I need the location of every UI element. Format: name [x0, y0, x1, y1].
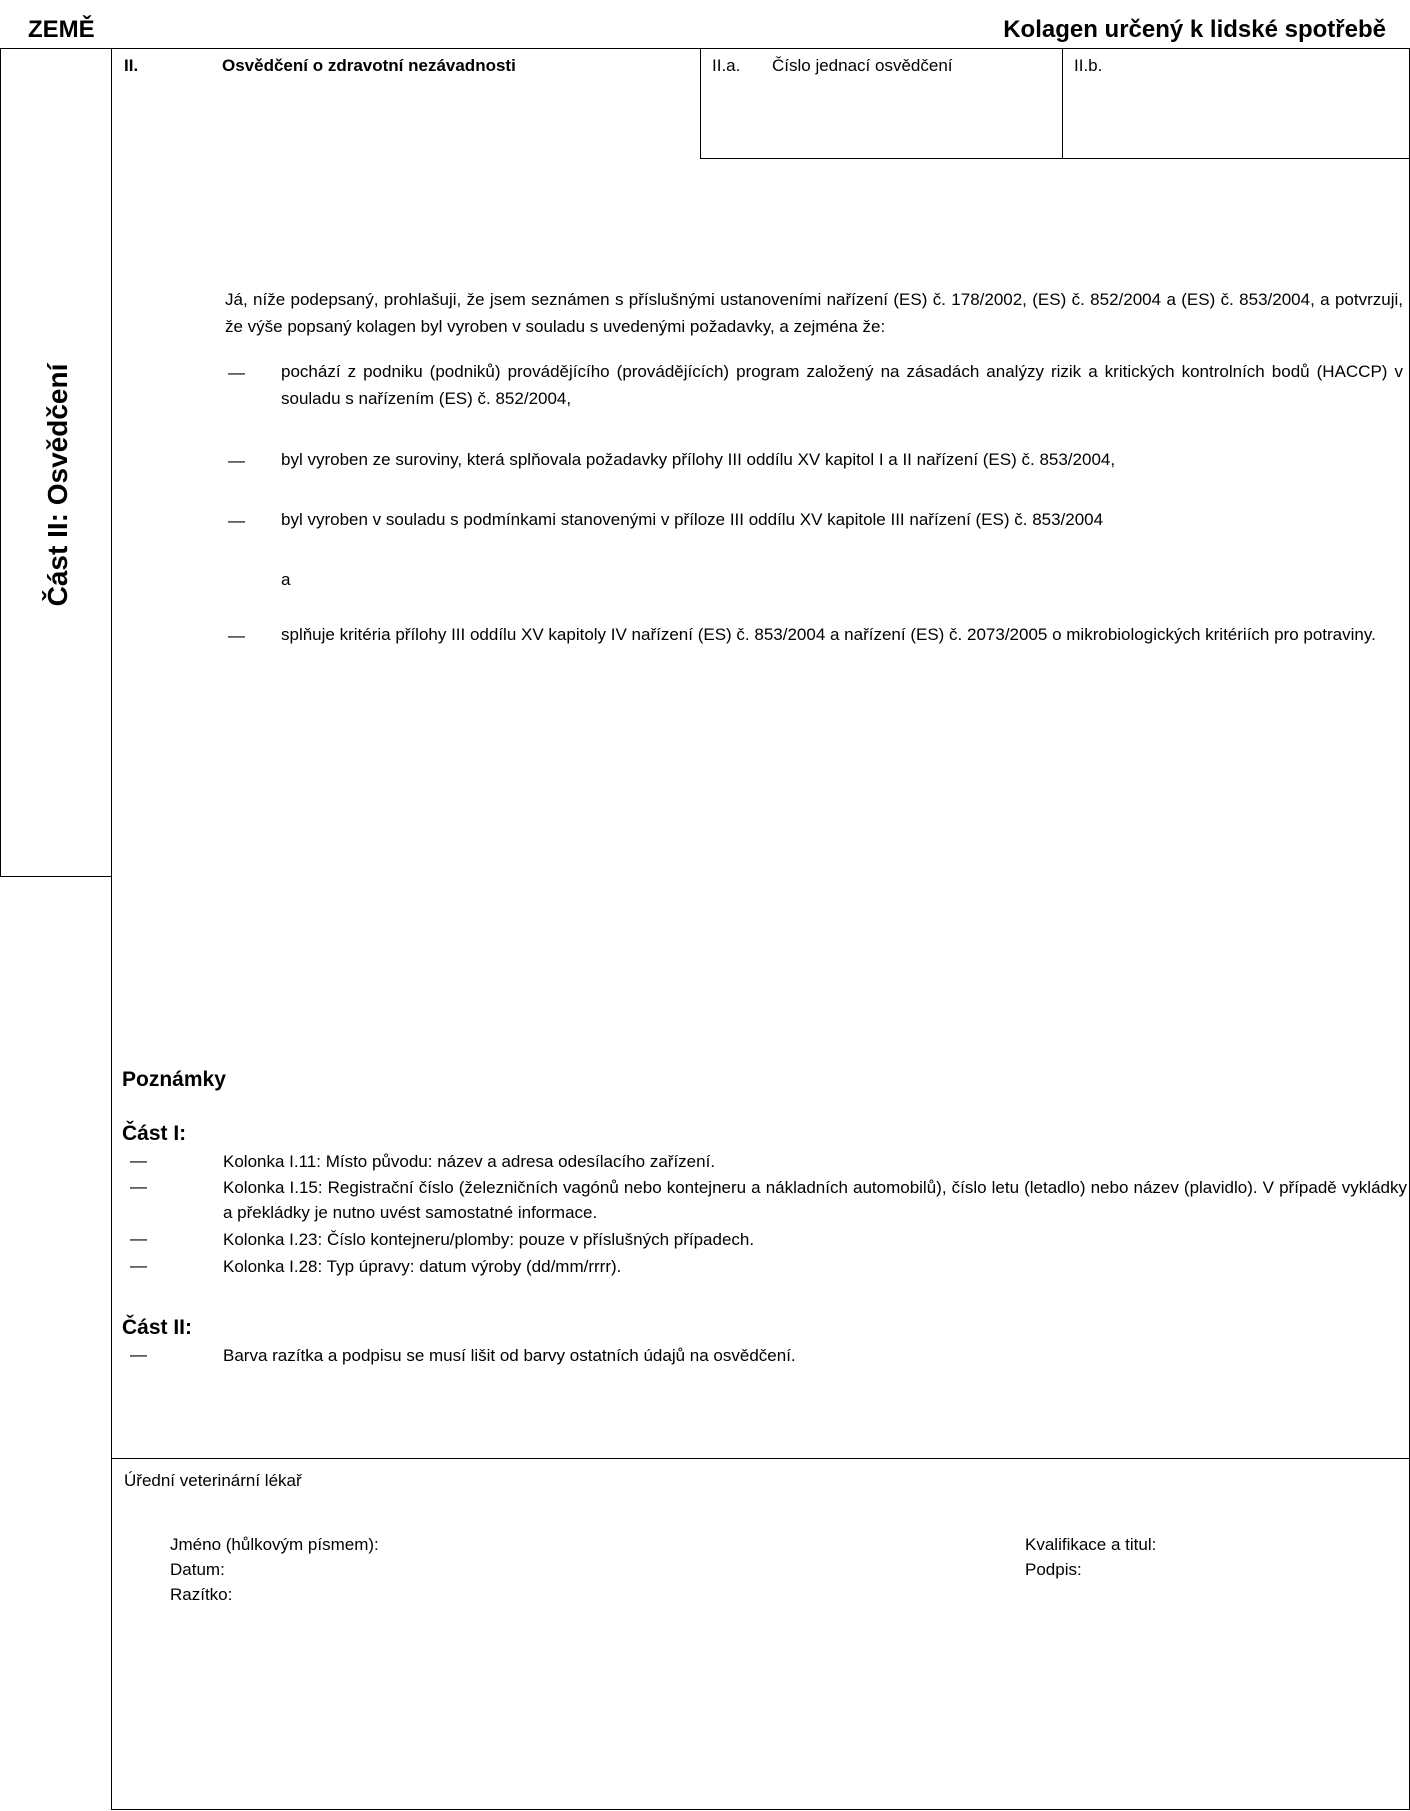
document-title: Kolagen určený k lidské spotřebě: [1003, 16, 1386, 43]
bullet-dash: —: [130, 1151, 147, 1170]
note-item: Kolonka I.28: Typ úpravy: datum výroby (dd/mm/rrrr).: [223, 1257, 622, 1276]
note-item: Kolonka I.11: Místo původu: název a adresa odesílacího zařízení.: [223, 1152, 716, 1171]
bullet-dash: —: [228, 363, 245, 382]
bullet-dash: —: [130, 1229, 147, 1248]
field-b-label: II.b.: [1074, 56, 1103, 75]
notes-heading: Poznámky: [122, 1068, 226, 1091]
declaration-item: pochází z podniku (podniků) provádějícího (provádějících) program založený na zásadách analýzy rizik a kritických kontrolních bodů (HACCP) v souladu s nařízením (ES) č. 852/2004,: [281, 362, 1403, 408]
bullet-dash: —: [130, 1177, 147, 1196]
signature-label: Podpis:: [1025, 1560, 1082, 1579]
notes-part1-heading: Část I:: [122, 1122, 187, 1145]
name-label: Jméno (hůlkovým písmem):: [170, 1535, 379, 1554]
ref-code-label: II.a.: [712, 56, 741, 75]
declaration-item: splňuje kritéria přílohy III oddílu XV kapitoly IV nařízení (ES) č. 853/2004 a nařízení (ES) č. 2073/2005 o mikrobiologických kritériích pro potraviny.: [281, 625, 1376, 644]
bullet-dash: —: [228, 451, 245, 470]
notes-part2-heading: Část II:: [122, 1316, 193, 1339]
stamp-label: Razítko:: [170, 1585, 233, 1604]
note-item: Kolonka I.15: Registrační číslo (železničních vagónů nebo kontejneru a nákladních automobilů), číslo letu (letadlo) nebo název (plavidlo). V případě vykládky a překládky je nutno uvést samostatné informace.: [223, 1178, 1407, 1222]
bullet-dash: —: [228, 626, 245, 645]
section-title: Osvědčení o zdravotní nezávadnosti: [222, 56, 516, 75]
conjunction-text: a: [281, 570, 291, 589]
note-item: Kolonka I.23: Číslo kontejneru/plomby: pouze v příslušných případech.: [223, 1230, 755, 1249]
ref-number-label: Číslo jednací osvědčení: [772, 56, 953, 75]
date-label: Datum:: [170, 1560, 225, 1579]
bullet-dash: —: [228, 511, 245, 530]
note-item: Barva razítka a podpisu se musí lišit od barvy ostatních údajů na osvědčení.: [223, 1346, 796, 1365]
declaration-item: byl vyroben v souladu s podmínkami stanovenými v příloze III oddílu XV kapitole III nařízení (ES) č. 853/2004: [281, 510, 1104, 529]
qualification-label: Kvalifikace a titul:: [1025, 1535, 1157, 1554]
side-section-label: Část II: Osvědčení: [42, 363, 73, 607]
country-label: ZEMĚ: [28, 16, 95, 43]
official-vet-heading: Úřední veterinární lékař: [124, 1471, 302, 1490]
bullet-dash: —: [130, 1256, 147, 1275]
section-number: II.: [124, 56, 139, 75]
declaration-item: byl vyroben ze suroviny, která splňovala požadavky přílohy III oddílu XV kapitol I a II nařízení (ES) č. 853/2004,: [281, 450, 1116, 469]
bullet-dash: —: [130, 1345, 147, 1364]
declaration-intro: Já, níže podepsaný, prohlašuji, že jsem seznámen s příslušnými ustanoveními nařízení (ES) č. 178/2002, (ES) č. 852/2004 a (ES) č. 853/2004, a potvrzuji, že výše popsaný kolagen byl vyroben v souladu s uvedenými požadavky, a zejména že:: [225, 290, 1403, 336]
